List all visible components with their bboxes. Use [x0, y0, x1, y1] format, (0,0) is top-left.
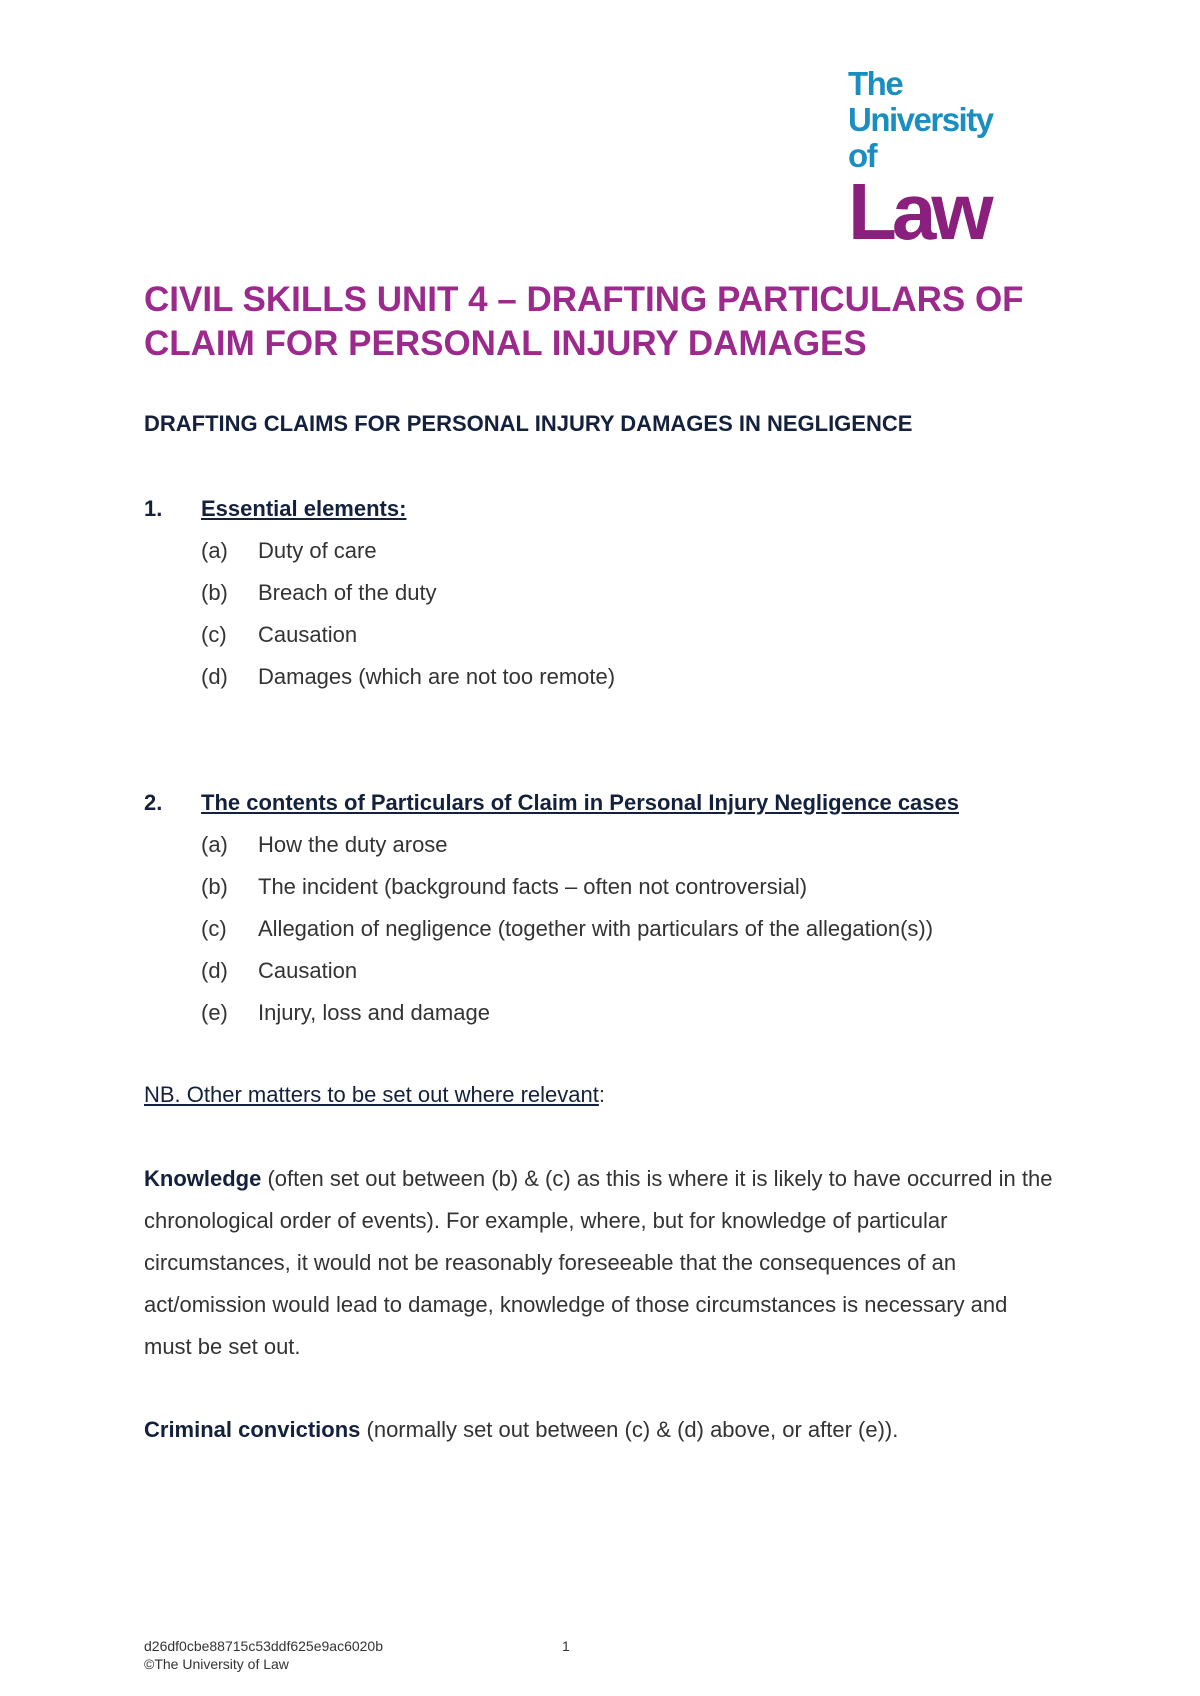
list-item-text: Breach of the duty — [258, 580, 437, 605]
section-heading — [144, 782, 1074, 824]
convictions-term: Criminal convictions — [144, 1417, 361, 1442]
section-heading-text: The contents of Particulars of Claim in Personal Injury Negligence cases — [201, 790, 960, 815]
convictions-text: (normally set out between (c) & (d) above, or after (e)). — [360, 1417, 899, 1442]
document-subtitle: DRAFTING CLAIMS FOR PERSONAL INJURY DAMAGES IN NEGLIGENCE — [144, 411, 913, 436]
knowledge-term: Knowledge — [144, 1166, 262, 1191]
list-item-text: Allegation of negligence (together with particulars of the allegation(s)) — [258, 916, 934, 941]
footer-copyright: ©The University of Law — [144, 1656, 289, 1672]
list-item — [144, 572, 1074, 614]
footer-page-number: 1 — [562, 1638, 570, 1654]
list-item-letter: (a) — [201, 832, 228, 857]
list-item — [144, 614, 1074, 656]
list-item-text: How the duty arose — [258, 832, 448, 857]
list-item — [144, 992, 1074, 1034]
nb-note-suffix: : — [598, 1082, 606, 1107]
list-item-letter: (d) — [201, 664, 228, 689]
logo-line-law: Law — [848, 167, 989, 256]
list-item — [144, 656, 1074, 698]
list-item-letter: (b) — [201, 580, 228, 605]
knowledge-text: (often set out between (b) & (c) as this is where it is likely to have occurred in the chronological order of events). For example, where, but for knowledge of particular circumstances, it would not be reasonably foreseeable that the consequences of an act/omission would lead to damage, knowledge of those circumstances is necessary and must be set out. — [144, 1166, 1053, 1359]
university-logo — [848, 65, 1028, 256]
nb-note-text: NB. Other matters to be set out where relevant — [144, 1082, 599, 1107]
section-heading — [144, 488, 1074, 530]
nb-note — [144, 1074, 605, 1116]
footer-document-id: d26df0cbe88715c53ddf625e9ac6020b — [144, 1638, 384, 1654]
logo-line-university: University of — [848, 101, 993, 174]
section-number: 1. — [144, 496, 163, 521]
list-item-text: The incident (background facts – often not controversial) — [258, 874, 808, 899]
list-item-letter: (b) — [201, 874, 228, 899]
section-particulars-contents — [144, 782, 1074, 1034]
list-item-letter: (d) — [201, 958, 228, 983]
list-item-text: Causation — [258, 958, 358, 983]
list-item-letter: (e) — [201, 1000, 228, 1025]
list-item — [144, 866, 1074, 908]
document-title: CIVIL SKILLS UNIT 4 – DRAFTING PARTICULARS OF CLAIM FOR PERSONAL INJURY DAMAGES — [144, 280, 1024, 363]
logo-line-the: The — [848, 65, 903, 102]
list-item-letter: (a) — [201, 538, 228, 563]
list-item-text: Duty of care — [258, 538, 377, 563]
list-item-letter: (c) — [201, 916, 227, 941]
section-number: 2. — [144, 790, 163, 815]
list-item-text: Damages (which are not too remote) — [258, 664, 616, 689]
section-essential-elements — [144, 488, 1074, 698]
list-item — [144, 950, 1074, 992]
list-item — [144, 824, 1074, 866]
list-item-text: Causation — [258, 622, 358, 647]
list-item-text: Injury, loss and damage — [258, 1000, 490, 1025]
section-heading-text: Essential elements: — [201, 496, 407, 521]
list-item — [144, 908, 1074, 950]
list-item — [144, 530, 1074, 572]
convictions-paragraph — [144, 1409, 1059, 1451]
list-item-letter: (c) — [201, 622, 227, 647]
knowledge-paragraph — [144, 1158, 1059, 1368]
